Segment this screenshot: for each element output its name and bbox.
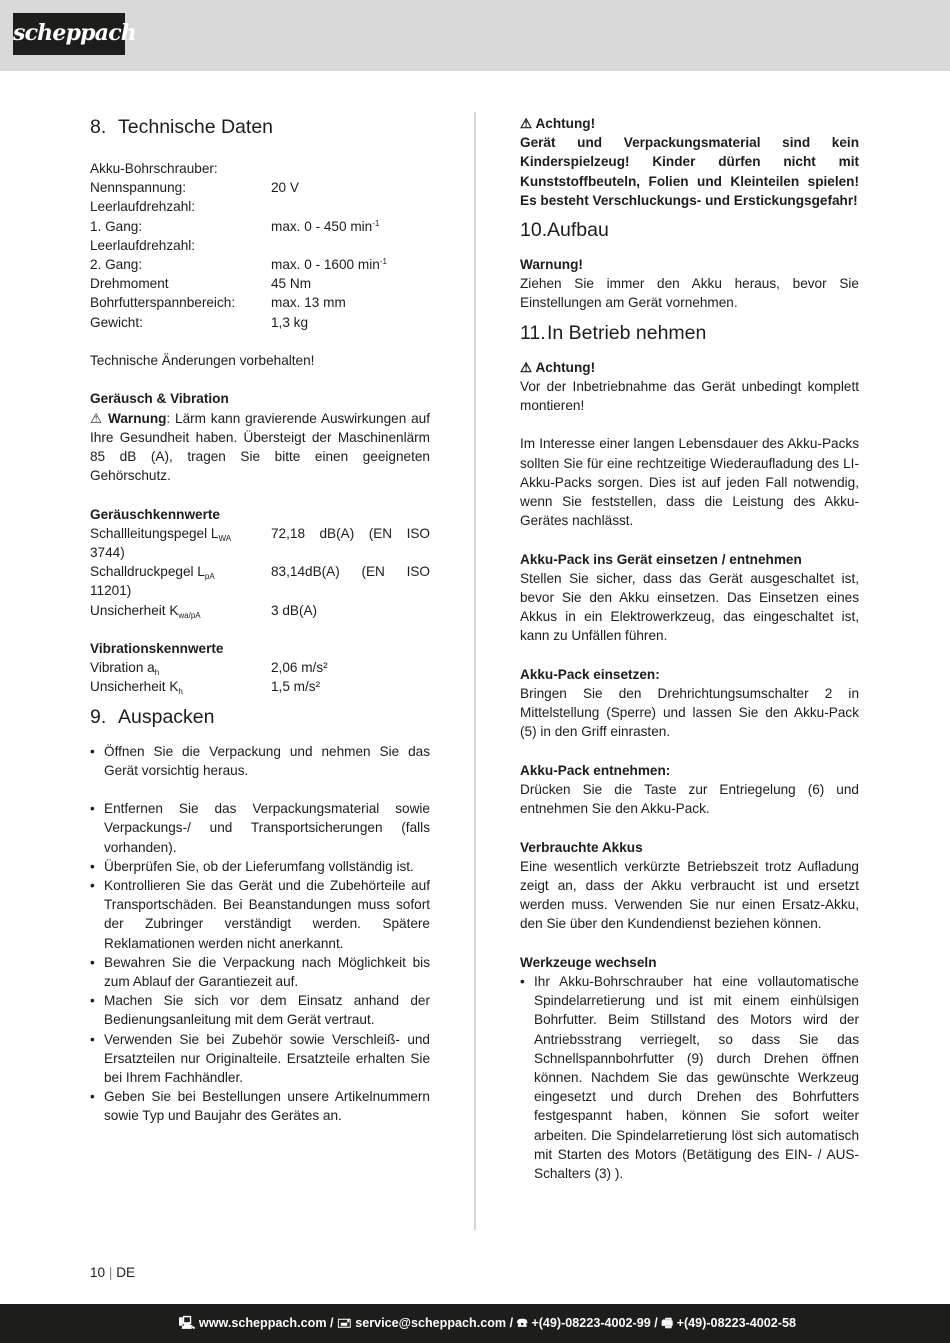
setup-warning-text: Ziehen Sie immer den Akku heraus, bevor Sie Einstellungen am Gerät vornehmen.: [520, 276, 859, 311]
right-column: [520, 114, 859, 1183]
spec-row: 1. Gang: max. 0 - 450 $\min^{-1}$: [90, 218, 380, 234]
list-item: • Bewahren Sie die Verpackung nach Möglichkeit bis zum Ablauf der Garantiezeit auf.: [90, 953, 430, 991]
used-battery-heading: Verbrauchte Akkus: [520, 839, 643, 855]
brand-logo: scheppach: [13, 13, 125, 55]
unpacking-list-first: [90, 742, 430, 780]
remove-heading: Akku-Pack entnehmen:: [520, 762, 671, 778]
device-label: Akku-Bohrschrauber:: [90, 161, 218, 176]
unpacking-list: [90, 799, 430, 1125]
spec-row-kh: Unsicherheit $K_h$ 1,5 m/s²: [90, 679, 321, 697]
warning-icon: ⚠: [90, 410, 104, 426]
operation-attention-text: Vor der Inbetriebnahme das Gerät unbedingt komplett montieren!: [520, 378, 859, 414]
remove-text: Drücken Sie die Taste zur Entriegelung (6) und entnehmen Sie den Akku-Pack.: [520, 782, 859, 817]
section-11-heading: 11.In Betrieb nehmen: [520, 321, 707, 344]
spec-row-lpa: Schalldruckpegel $L_{pA}$ 83,14dB(A) (EN ISO: [90, 564, 430, 582]
tool-change-list: [520, 972, 859, 1183]
spec-row-vibration: Vibration $a_h$ 2,06 m/s²: [90, 660, 328, 678]
left-column: [90, 114, 430, 1126]
spec-row-lwa-cont: 3744): [90, 545, 125, 561]
noise-warning: ⚠ Warnung: Lärm kann gravierende Auswirkungen auf Ihre Gesundheit haben. Übersteigt der Maschinenlärm 85 dB (A), tragen Sie bitte einen geeigneten Gehörschutz.: [90, 410, 431, 484]
list-item: • Entfernen Sie das Verpackungsmaterial sowie Verpackungs-/ und Transportsicherungen (falls vorhanden).: [90, 799, 430, 857]
section-10-heading: 10.Aufbau: [520, 219, 609, 242]
used-battery-text: Eine wesentlich verkürzte Betriebszeit trotz Aufladung zeigt an, dass der Akku verbraucht ist und ersetzt werden muss. Verwenden Sie nur einen Ersatz-Akku, den Sie über den Kundendienst beziehen können.: [520, 858, 859, 932]
warning-icon: ⚠: [520, 116, 533, 131]
insert-remove-text: Stellen Sie sicher, dass das Gerät ausgeschaltet ist, bevor Sie den Akku einsetzen. Das Einsetzen eines Akkus in ein Elektrowerkzeug, das eingeschaltet ist, kann zu Unfällen führen.: [520, 570, 859, 644]
spec-row: Leerlaufdrehzahl:: [90, 199, 196, 215]
list-item: • Machen Sie sich vor dem Einsatz anhand der Bedienungsanleitung mit dem Gerät vertraut.: [90, 991, 430, 1029]
header-bar: [0, 0, 950, 71]
spec-row: Drehmoment 45 Nm: [90, 276, 312, 292]
spec-row: Nennspannung: 20 V: [90, 180, 299, 196]
spec-row-k: Unsicherheit $K_{wa/pA}$ 3 dB(A): [90, 602, 318, 620]
battery-life-text: Im Interesse einer langen Lebensdauer des Akku-Packs sollten Sie für eine rechtzeitige Wiederaufladung des LI-Akku-Packs sorgen. Dies ist auf jeden Fall notwendig, wenn Sie feststellen, dass die Leistung des Akku-Gerätes nachlässt.: [520, 436, 859, 529]
insert-heading: Akku-Pack einsetzen:: [520, 666, 660, 682]
insert-text: Bringen Sie den Drehrichtungsumschalter 2 in Mittelstellung (Sperre) und lassen Sie den Akku-Pack (5) in den Griff einrasten.: [520, 686, 859, 740]
list-item: • Überprüfen Sie, ob der Lieferumfang vollständig ist.: [90, 857, 430, 876]
tool-change-heading: Werkzeuge wechseln: [520, 954, 657, 970]
contact-footer: 🖳 www.scheppach.com / 🖃 service@scheppach.com / ☎ +(49)-08223-4002-99 / 🖷 +(49)-08223-4002-58: [0, 1304, 950, 1343]
setup-warning-label: Warnung!: [520, 257, 583, 273]
list-item: • Geben Sie bei Bestellungen unsere Artikelnummern sowie Typ und Baujahr des Gerätes an.: [90, 1087, 430, 1125]
noise-heading: Geräusch & Vibration: [90, 391, 229, 407]
spec-row-lpa-cont: 11201): [90, 583, 132, 599]
list-item: • Ihr Akku-Bohrschrauber hat eine vollautomatische Spindelarretierung und ist mit einem einhülsigen Bohrfutter. Beim Stillstand des Motors wird der Antriebsstrang verriegelt, so dass Sie das Schnellspannbohrfutter (9) durch Drehen öffnen können. Nachdem Sie das gewünschte Werkzeug eingesetzt und durch Drehen des Bohrfutters festgespannt haben, können Sie sofort weiter arbeiten. Die Spindelarretierung löst sich automatisch mit Starten des Motors (Betätigung des EIN- / AUS-Schalters (3) ).: [520, 972, 859, 1183]
list-item: • Kontrollieren Sie das Gerät und die Zubehörteile auf Transportschäden. Bei Beanstandungen muss sofort der Zubringer verständigt werden. Spätere Reklamationen werden nicht anerkannt.: [90, 876, 430, 953]
column-divider: [474, 112, 476, 1230]
list-item: • Öffnen Sie die Verpackung und nehmen Sie das Gerät vorsichtig heraus.: [90, 742, 430, 780]
insert-remove-heading: Akku-Pack ins Gerät einsetzen / entnehmen: [520, 551, 802, 567]
vibration-heading: Vibrationskennwerte: [90, 641, 224, 657]
spec-row: Bohrfutterspannbereich: max. 13 mm: [90, 295, 346, 311]
attention-heading: ⚠ Achtung!: [520, 116, 596, 131]
list-item: • Verwenden Sie bei Zubehör sowie Verschleiß- und Ersatzteilen nur Originalteile. Ersatzteile erhalten Sie bei Ihrem Fachhändler.: [90, 1030, 430, 1088]
spec-row: Gewicht: 1,3 kg: [90, 314, 309, 330]
noise-values-heading: Geräuschkennwerte: [90, 506, 220, 522]
warning-icon: ⚠: [520, 359, 533, 375]
changes-note: Technische Änderungen vorbehalten!: [90, 353, 315, 369]
spec-table: [90, 178, 430, 332]
spec-row: Leerlaufdrehzahl:: [90, 237, 196, 253]
attention-text: Gerät und Verpackungsmaterial sind kein Kinderspielzeug! Kinder dürfen nicht mit Kunststoffbeuteln, Folien und Kleinteilen spielen! Es besteht Verschluckungs- und Erstickungsgefahr!: [520, 135, 859, 208]
section-8-heading: 8. Technische Daten: [90, 116, 274, 138]
page-number: 10 | DE: [90, 1265, 136, 1280]
spec-row: 2. Gang: max. 0 - 1600 $\min^{-1}$: [90, 257, 387, 273]
operation-attention-label: ⚠ Achtung!: [520, 359, 596, 375]
spec-row-lwa: Schallleitungspegel $L_{WA}$ 72,18 dB(A) (EN ISO: [90, 525, 430, 543]
section-9-heading: 9. Auspacken: [90, 705, 215, 728]
